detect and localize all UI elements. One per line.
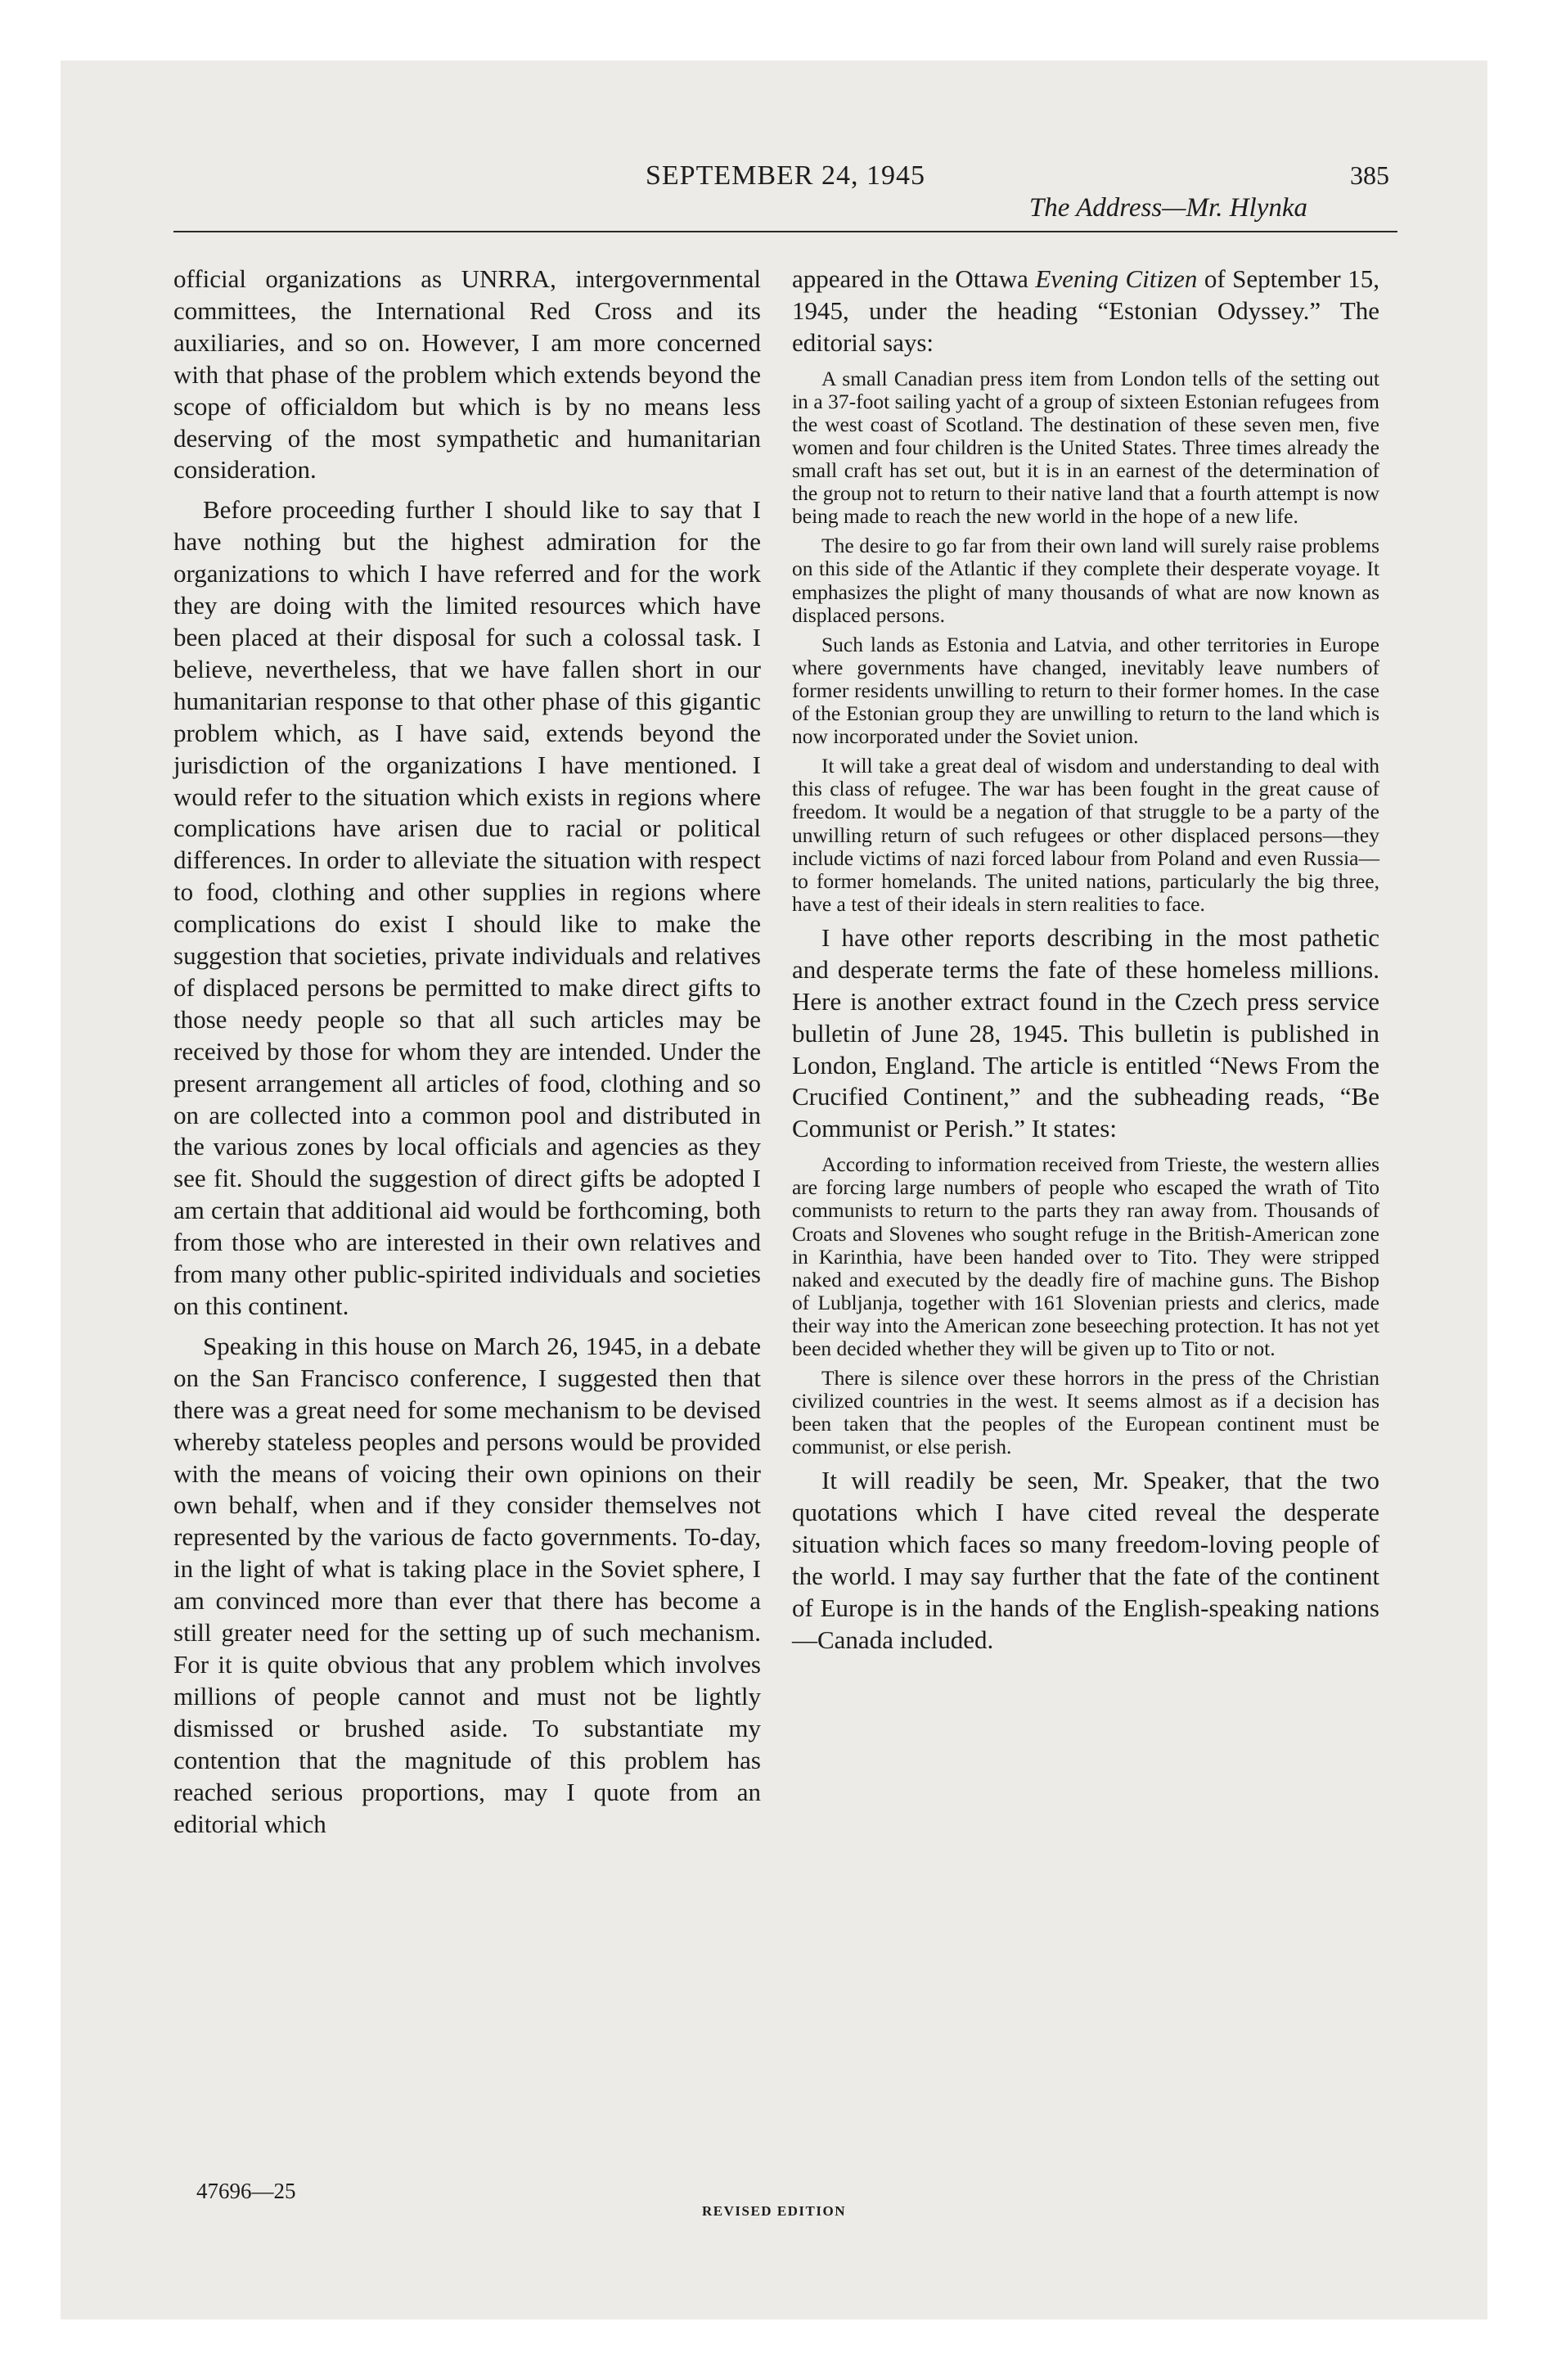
running-title: The Address—Mr. Hlynka: [1028, 193, 1307, 223]
newspaper-name: Evening Citizen: [1035, 264, 1198, 293]
page-header: [173, 160, 1397, 234]
intro-text: of September 15, 1945, under the heading “Estonian Odyssey.” The editorial says:: [792, 264, 1379, 357]
paragraph: Before proceeding further I should like to say that I have nothing but the highest admiration for the organizations to which I have referred and for the work they are doing with the limited resources which have been placed at their disposal for such a colossal task. I believe, nevertheless, that we have fallen short in our humanitarian response to that other phase of this gigantic problem which, as I have said, extends beyond the jurisdiction of the organizations I have mentioned. I would refer to the situation which exists in regions where complications have arisen due to racial or political differences. In order to alleviate the situation with respect to food, clothing and other supplies in regions where complications do exist I should like to make the suggestion that societies, private individuals and relatives of displaced persons be permitted to make direct gifts to those needy people so that all such articles may be received by those for whom they are intended. Under the present arrangement all articles of food, clothing and so on are collected into a common pool and distributed in the various zones by local officials and agencies as they see fit. Should the suggestion of direct gifts be adopted I am certain that additional aid would be forthcoming, both from those who are interested in their own relatives and from many other public-spirited individuals and societies on this continent.: [173, 495, 761, 1320]
page-number: 385: [1350, 160, 1389, 190]
quote-paragraph: It will take a great deal of wisdom and understanding to deal with this class of refugee. The war has been fought in the great cause of freedom. It would be a negation of that struggle to be a party of the unwilling return of such refugees or other displaced persons—they include victims of nazi forced labour from Poland and even Russia—to former homelands. The united nations, particularly the big three, have a test of their ideals in stern realities to face.: [792, 754, 1379, 916]
quote-paragraph: There is silence over these horrors in the press of the Christian civilized countries in the west. It seems almost as if a decision has been taken that the peoples of the European continent must be communist, or else perish.: [792, 1366, 1379, 1459]
paragraph: Speaking in this house on March 26, 1945, in a debate on the San Francisco conference, I suggested then that there was a great need for some mechanism to be devised whereby stateless peoples and persons would be provided with the means of voicing their own opinions on their own behalf, when and if they consider themselves not represented by the various de facto governments. To-day, in the light of what is taking place in the Soviet sphere, I am convinced more than ever that there has become a still greater need for the setting up of such mechanism. For it is quite obvious that any problem which involves millions of people cannot and must not be lightly dismissed or brushed aside. To substantiate my contention that the magnitude of this problem has reached serious proportions, may I quote from an editorial which: [173, 1331, 761, 1838]
right-column: [792, 264, 1379, 1665]
quote-paragraph: The desire to go far from their own land will surely raise problems on this side of the Atlantic if they complete their desperate voyage. It emphasizes the plight of many thousands of what are now known as displaced persons.: [792, 534, 1379, 627]
paragraph: I have other reports describing in the most pathetic and desperate terms the fate of these homeless millions. Here is another extract found in the Czech press service bulletin of June 28, 1945. This bulletin is published in London, England. The article is entitled “News From the Crucified Continent,” and the subheading reads, “Be Communist or Perish.” It states:: [792, 922, 1379, 1143]
intro-paragraph: [792, 264, 1379, 359]
header-date: SEPTEMBER 24, 1945: [646, 160, 925, 191]
quote-paragraph: A small Canadian press item from London tells of the setting out in a 37-foot sailing yacht of a group of sixteen Estonian refugees from the west coast of Scotland. The destination of these seven men, five women and four children is the United States. Three times already the small craft has set out, but it is in an earnest of the determination of the group not to return to their native land that a fourth attempt is now being made to reach the new world in the hope of a new life.: [792, 366, 1379, 529]
left-column: [173, 264, 761, 1848]
edition-label: REVISED EDITION: [701, 2203, 846, 2219]
header-rule: [173, 231, 1397, 232]
paragraph: It will readily be seen, Mr. Speaker, that the two quotations which I have cited reveal the desperate situation which faces so many freedom-loving people of the world. I may say further that the fate of the continent of Europe is in the hands of the English-speaking nations—Canada included.: [792, 1466, 1379, 1654]
paragraph: official organizations as UNRRA, intergovernmental committees, the International Red Cross and its auxiliaries, and so on. However, I am more concerned with that phase of the problem which extends beyond the scope of officialdom but which is by no means less deserving of the most sympathetic and humanitarian consideration.: [173, 264, 761, 485]
print-code: 47696—25: [196, 2179, 296, 2203]
quote-paragraph: According to information received from Trieste, the western allies are forcing large numbers of people who escaped the wrath of Tito communists to return to the parts they ran away from. Thousands of Croats and Slovenes who sought refuge in the British-American zone in Karinthia, have been handed over to Tito. They were stripped naked and executed by the deadly fire of machine guns. The Bishop of Lubljanja, together with 161 Slovenian priests and clerics, made their way into the American zone beseeching protection. It has not yet been decided whether they will be given up to Tito or not.: [792, 1152, 1379, 1360]
intro-text: appeared in the Ottawa: [792, 264, 1036, 293]
quote-paragraph: Such lands as Estonia and Latvia, and other territories in Europe where governments have changed, inevitably leave numbers of former residents unwilling to return to their former homes. In the case of the Estonian group they are unwilling to return to the land which is now incorporated under the Soviet union.: [792, 632, 1379, 749]
